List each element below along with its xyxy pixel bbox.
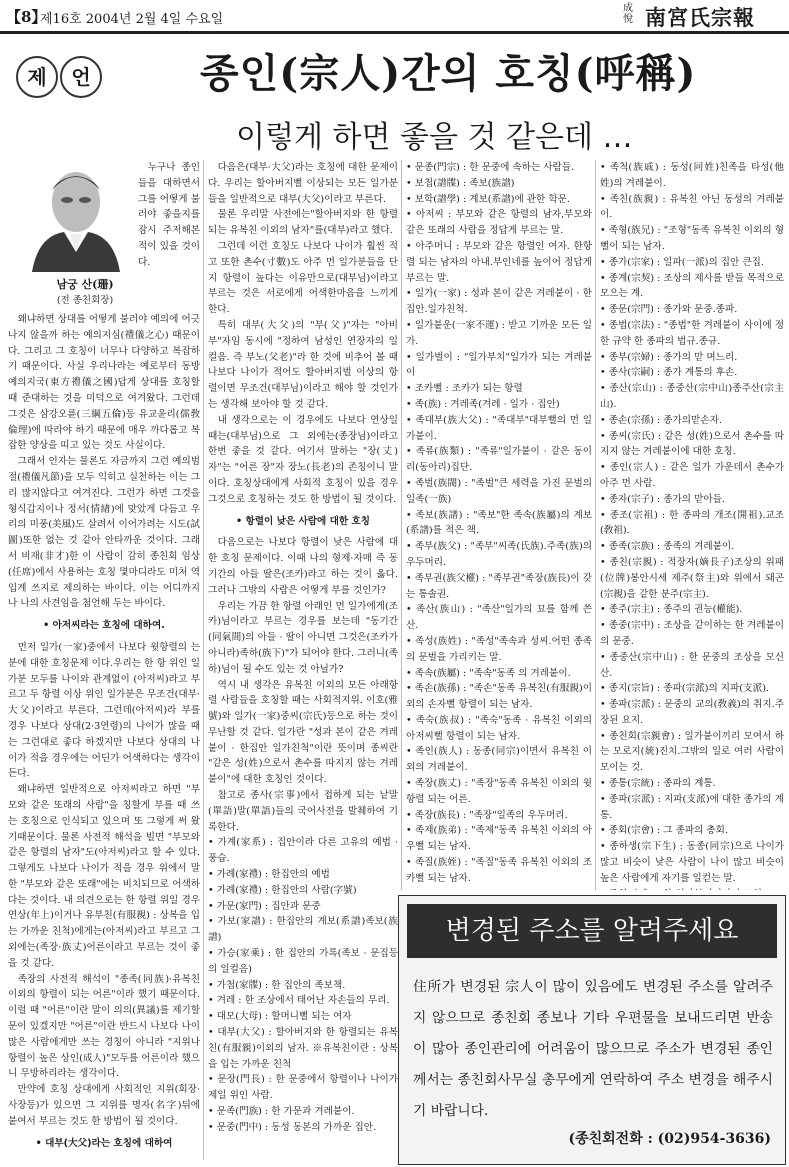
glossary-item: • 가첩(家牒) : 한 집안의 족보책.: [208, 979, 346, 991]
glossary-item: • 종씨(宗氏) : 같은 성(姓)으로서 촌수를 따지지 않는 겨레붙이에 대한 호칭.: [600, 430, 784, 458]
subheading-daebu: • 대부(大父)라는 호칭에 대하여: [35, 1137, 173, 1149]
glossary-item: • 종중(宗中) : 조상을 같이하는 한 겨레붙이의 문중.: [600, 620, 784, 647]
newspaper-header: [0, 0, 789, 34]
glossary-item: • 족보(族譜) : "족보"한 족속(族屬)의 계보(系譜)를 적은 책.: [406, 509, 592, 537]
glossary-item: • 족성(族姓) : "족성"족속과 성씨.어떤 종족의 문벌을 가리키는 말.: [406, 635, 592, 663]
paragraph: 그런데 이런 호칭도 나보다 나이가 훨씬 적고 또한 촌수(寸數)도 아주 먼 일가분들을 단지 항렬이 높다는 이유만으로(대부님)이라고 부르는 것은 서로에게 어색한마음을 느끼게 한다.: [208, 240, 398, 316]
notice-body: 住所가 변경된 宗人이 많이 있음에도 변경된 주소를 알려주지 않으므로 종친회 종보나 기타 우편물을 보내드리면 반송이 많아 종인관리에 어려움이 많으므로 주소가 변경된 종인께서는 종친회사무실 총무에게 연락하여 주소 변경을 해주시기 바랍니다.: [413, 979, 773, 1119]
glossary-item: • 보학(譜學) : 계보(系譜)에 관한 학문.: [406, 193, 570, 205]
glossary-item: • 문중(門中) : 동성 동본의 가까운 집안.: [208, 1121, 377, 1133]
glossary-item: • 족장(族丈) : "족장"동족 유복친 이외의 윗 항렬 되는 어른.: [406, 778, 592, 805]
paragraph: 만약에 호칭 상대에게 사회적인 지위(회장·사장등)가 있으면 그 지위를 명자(名字)뒤에 붙여서 부르는 것도 한 방법이 될 것이다.: [8, 1084, 200, 1127]
glossary-item: • 대모(大母) : 할머니뻘 되는 여자: [208, 1011, 352, 1023]
glossary-item: • 종중산(宗中山) : 한 문중의 조상을 모신 산.: [600, 651, 784, 679]
glossary-item: • 종통(宗統) : 종파의 계통.: [600, 778, 716, 790]
badge-char-2: 언: [60, 56, 102, 98]
glossary-item: • 대부(大父) : 할아버지와 한 항렬되는 유복친(有服親)이외의 남자. ※유복친이란 : 상복을 입는 가까운 친척: [208, 1027, 398, 1070]
glossary-item: • 종지(宗旨) : 종파(宗派)의 지파(支派).: [600, 683, 770, 695]
glossary-item: • 종회(宗會) : 그 종파의 총회.: [600, 825, 729, 837]
glossary-item: • 족숙(族叔) : "족숙"동족 · 유복친 이외의 아저씨뻘 항렬이 되는 남자.: [406, 714, 592, 742]
glossary-item: • 종가(宗家) : 일파(一派)의 집안 큰집.: [600, 256, 764, 268]
glossary-item: • 일가벌이 : "일가부치"일가가 되는 겨레붙이: [406, 351, 592, 379]
glossary-item: • 종자(宗子) : 종가의 맏아들.: [600, 493, 725, 505]
column-divider: [595, 160, 596, 890]
glossary-item: • 종계(宗契) : 조상의 제사를 받들 목적으로 모으는 계.: [600, 272, 784, 300]
glossary-item: • 가례(家禮) : 한집안의 예법: [208, 869, 330, 881]
badge-char-1: 제: [16, 56, 58, 98]
address-change-notice: [398, 895, 786, 1165]
glossary-item: • 가승(家乘) : 한 집안의 가록(족보 · 문집등의 일컬음): [208, 948, 398, 975]
glossary-item: • 종손(宗孫) : 종가의맏손자.: [600, 414, 722, 426]
column-divider: [203, 160, 204, 1160]
column-1: [8, 312, 200, 1162]
glossary-item: • 보첩(譜牒) : 족보(族譜): [406, 177, 515, 189]
notice-phone: (종친회전화 : (02)954-3636): [568, 1131, 771, 1147]
glossary-list-1: [208, 835, 398, 1135]
glossary-item: • 족(族) : 겨레족(겨레 · 일가 · 집안): [406, 398, 560, 410]
section-badge: [16, 48, 112, 108]
newspaper-brand: 南宮氏宗報: [645, 5, 755, 30]
glossary-item: • 족질(族姪) : "족질"동족 유복친 이외의 조카뻘 되는 남자.: [406, 857, 592, 884]
paragraph: 물론 우리말 사전에는"할아버지와 한 항렬되는 유복친 이외의 남자"를(대부)라고 했다.: [208, 209, 398, 237]
column-divider: [401, 160, 402, 890]
glossary-item: • 족부권(族父權) : "족부권"족장(族長)이 갖는 통솔권.: [406, 572, 592, 600]
glossary-item: • 종산(宗山) : 종중산(宗中山)종주산(宗主山).: [600, 383, 784, 410]
glossary-item: • 가례(家禮) : 한집안의 사람(字號): [208, 884, 357, 896]
glossary-item: • 종부(宗婦) : 종가의 맏 며느리.: [600, 351, 738, 363]
glossary-item: • 종인(宗人) : 같은 일가 가운데서 촌수가 아주 먼 사람.: [600, 462, 784, 489]
glossary-item: • 족산(族山) : "족산"일가의 묘를 함께 쓴 산.: [406, 604, 592, 632]
paragraph: 왜냐하면 일반적으로 아저씨라고 하면 "부모와 같은 또래의 사람"을 칭할게 부를 때 쓰는 호칭으로 인식되고 있으며 또 그렇게 써 왔기때문이다. 물론 사전적 해석을 빌면 "부모와 같은 항렬의 남자"도(아저씨)라고 할 수 있다. 그렇게도 나보다 나이가 적을 경우 위에서 말한 "부모와 같은 또래"에는 비치되므로 어색하다는 것이다. 내 의견으로는 한 항렬 위일 경우 연상(年上)이거나 유부친(有服親) : 상복을 입는 가까운 친척)에게는(아저씨)라고 부르고 그 외에는(족장·族丈)어른이라고 부르는 것이 좋을 것 같다.: [8, 784, 200, 969]
glossary-item: • 문족(門族) : 한 가문과 겨레붙이.: [208, 1106, 355, 1118]
glossary-item: • 문장(門長) : 한 문중에서 항렬이나 나이가 제일 위인 사람.: [208, 1074, 398, 1102]
author-photo: [24, 160, 128, 272]
column-4: [600, 160, 784, 890]
paragraph: 역시 내 생각은 유복친 이외의 모든 아래항렬 사람들을 호칭할 때는 사회적지위. 이호(雅號)와 일가(一家)중씨(宗氏)등으로 하는 것이 무난할 것 같다. 일가란 "성과 본이 같은 겨레붙이 · 한집안 일가친척"이란 뜻이며 종씨란 "같은 성(姓)으로서 촌수를 따지지 않는 겨레붙이"에 대한 호칭인 것이다.: [208, 679, 398, 786]
glossary-item: • 족벌(族閥) : "족벌"큰 세력을 가진 문벌의 일족(一族): [406, 477, 592, 505]
paragraph: 우리는 가끔 한 항렬 아래인 먼 일가에게(조카)님이라고 부르는 경우를 보는데 "동기간(同氣間)의 아들 · 딸이 아니면 그것은(조카가 아니라)족하(族下)"가 되어야 한다. 그러니(족하)님이 될 수도 있는 것 아닐가?: [208, 600, 398, 675]
paragraph: 다음으로는 나보다 항렬이 낮은 사람에 대한 호칭 문제이다. 이때 나의 형제·자매 즉 동기간의 아들 딸은(조카)라고 하는 것이 옳다. 그러나 그밖의 사람은 어떻게 부를 것인가?: [208, 537, 398, 596]
glossary-item: • 종조(宗祖) : 한 종파의 개조(開祖).교조(敎祖).: [600, 509, 784, 537]
glossary-item: • 종문(宗門) : 종가와 문중.종파.: [600, 304, 738, 316]
glossary-item: • 종주(宗主) : 종주의 권능(權能).: [600, 604, 743, 616]
paragraph: 족장의 사전적 해석이 "종족(同族)·유복친 이외의 항렬이 되는 어른"이라 했기 때문이다.이럴 때 "어른"이란 말이 의의(異議)를 제기할 문이 있겠지만 "어른"이란 반드시 나보다 나이 많은 사람에게만 쓰는 경칭이 아니라 "지위나 항렬이 높은 상인(成人)"모두를 어른이라 했으니 무방하리라는 생각이다.: [8, 973, 200, 1080]
issue-date: 제16호 2004년 2월 4일 수요일: [40, 12, 224, 27]
paragraph: 내 생각으로는 이 경우에도 나보다 연상일 때는(대부님)으로 그 외에는(종장님)이라고 한번 좋을 것 같다. 여기서 말하는 "장(丈)자"는 "어른 장"자 장노(長老)의 존칭이니 말이다. 호칭상대에게 사회적 호칭이 있을 경우 그것으로 호칭하는 것도 한 방법이 될 것이다.: [208, 414, 398, 505]
glossary-item: • 아저씨 : 부모와 같은 항렬의 남자,부모와 같은 또래의 사람을 정답게 부르는 말.: [406, 209, 592, 237]
glossary-item: • 문종(門宗) : 한 문중에 속하는 사람들.: [406, 162, 575, 173]
author-name: 남궁 산(珊): [56, 278, 114, 291]
glossary-item: • 족제(族弟) : "족제"동족 유복친 이외의 아우뻘 되는 남자.: [406, 825, 592, 853]
article-title: 종인(宗人)간의 호칭(呼稱): [200, 50, 697, 97]
glossary-item: • 족척(族戚) : 동성(同姓)친족을 타성(他姓)의 겨레붙이.: [600, 162, 784, 189]
glossary-item: • 족인(族人) : 동종(同宗)이면서 유복친 이외의 겨레붙이.: [406, 746, 592, 774]
article-subtitle: 이렇게 하면 좋을 것 같은데 …: [236, 120, 633, 155]
glossary-item: • 가문(家門) : 집안과 문중: [208, 900, 321, 912]
notice-heading: 변경된 주소를 알려주세요: [407, 904, 777, 958]
paragraph: 누구나 종인들을 대하면서 그를 어떻게 불러야 좋을지를 잠시 주저해본 적이 있을 것이다.: [138, 162, 200, 268]
glossary-item: • 종파(宗派) : 지파(支派)에 대한 종가의 계통.: [600, 793, 784, 821]
glossary-list-3: [600, 160, 784, 890]
column-1-intro: [138, 160, 200, 310]
subheading-uncle: • 아저씨라는 호칭에 대하여.: [43, 620, 165, 632]
author-title: (전 종친회장): [56, 295, 114, 306]
glossary-item: • 가보(家譜) : 한집안의 계보(系譜)족보(族譜): [208, 916, 398, 944]
glossary-item: • 족속(族屬) : "족속"동족 의 겨레붙이.: [406, 667, 571, 679]
glossary-item: • 족류(族類) : "족류"일가붙이 · 같은 동이리(동아리)집단.: [406, 446, 592, 474]
glossary-item: • 족장(族長) : "족장"일족의 우두머리.: [406, 809, 568, 821]
subheading-lower-generation: • 항렬이 낮은 사람에 대한 호칭: [235, 515, 371, 527]
glossary-item: • 종법(宗法) : "종법"한 겨레붙이 사이에 정한 규약 한 종파의 법규.종규.: [600, 319, 784, 347]
glossary-item: • 종족(宗族) : 종족의 겨레붙이.: [600, 541, 735, 553]
paragraph: 먼저 일가(一家)중에서 나보다 윗항렬의 는 분에 대한 호칭문제 이다.우리는 한 항 위인 일가분 모두를 나이와 관계없이 (아저씨)라고 부르고 두 항렬 이상 위인 일가분은 무조건(대부·大父)이라고 부른다. 그런데(아저씨)라 부를 경우 나보다 상대(2·3연령)의 나이가 많을 때는 그런대로 좋다 하겠지만 나보다 상대의 나이가 적을 경우에는 어딘가 어색하다는 생각이 든다.: [8, 641, 200, 780]
header-rule: [0, 31, 789, 34]
page-number: 【8】: [6, 8, 47, 26]
glossary-item: • 조카뻘 : 조카가 되는 항렬: [406, 383, 523, 395]
glossary-item: • 족부(族父) : "족부"씨족(氏族).주족(族)의 우두머리.: [406, 541, 592, 568]
glossary-item: [600, 887, 784, 890]
glossary-item: • 족대부(族大父) : "족대부"대부뻘의 먼 일가붙이.: [406, 414, 592, 442]
paragraph: 왜냐하면 상대를 어떻게 불러야 예의에 어긋나지 않을까 하는 예의지심(禮儀之心) 때문이다. 그리고 그 호칭이 너무나 다양하고 복잡하기 때문이다. 사실 우리나라는 예로부터 동방예의지국(東方禮儀之國)답게 상대를 호칭할 때 준대하는 것을 미덕으로 여겨왔다. 그런데 그것은 삼강오륜(三綱五倫)등 유교윤리(儒敎倫理)에 따라야 하기 때문에 매우 까다롭고 복잡한 양상을 띠고 있는 것도 사실이다.: [8, 314, 200, 452]
glossary-item: • 종파(宗派) : 문중의 교의(敎義)의 취지.주장된 요지.: [600, 699, 784, 726]
glossary-item: • 가계(家系) : 집안이라 다른 고유의 예법 · 풍습.: [208, 837, 398, 865]
glossary-item: • 족친(族親) : 유복친 아닌 동성의 겨레붙이.: [600, 193, 784, 221]
glossary-item: • 일가붙운(一家不運) : 받고 기까운 모든 일가.: [406, 319, 592, 347]
column-3: [406, 160, 592, 890]
glossary-item: • 종사(宗嗣) : 종가 계통의 후손.: [600, 367, 738, 379]
brand-small: 成悅: [623, 3, 633, 25]
paragraph: 참고로 종사(宗事)에서 접하게 되는 낱말(單語)말(單語)들의 국어사전을 발췌하여 기록한다.: [208, 790, 398, 833]
glossary-item: • 종친회(宗親會) : 일가붙이끼리 모여서 하는 모로지(統)진치.그밖의 일로 여러 사람이 모이는 것.: [600, 730, 784, 774]
paragraph: 다음은(대부·大父)라는 호칭에 대한 문제이다. 우리는 할아버지뻘 이상되는 모든 일가분들을 일반적으로 대부(大父)이라고 부른다.: [208, 162, 398, 205]
glossary-item: • 일가(一家) : 성과 본이 같은 겨레붙이 · 한집안.일가친척.: [406, 288, 592, 316]
column-2: [208, 160, 398, 1162]
glossary-item: • 종하생(宗下生) : 동종(同宗)으로 나이가 많고 비슷이 낮은 사람이 나이 많고 비슷이 높은 사람에게 자기를 일컫는 말.: [600, 841, 784, 884]
glossary-list-2: [406, 160, 592, 887]
paragraph: 그래서 인자는 물론도 자금까지 그런 예의범절(禮儀凡節)을 모두 익히고 실천하는 이는 그리 많지않다고 여겨진다. 그런가 하면 그것을 형식갑지이나 정서(情緖)에 맞았게 다듬고 우리의 미풍(美風)도 살려서 이어가려는 시도(試圖)또한 없는 것 같아 안타까운 것이다. 그래서 비재(非才)한 이 사람이 감히 종친회 임상(任席)에서 사용하는 호칭 몇마디라도 미처 역입계 쓰지로 제의하는 바이다. 이는 어디까지나 나의 사견임을 첨언해 두는 바이다.: [8, 456, 200, 610]
glossary-item: • 겨레 : 한 조상에서 태어난 자손들의 무리.: [208, 995, 390, 1007]
glossary-item: • 종친(宗親) : 적장자(嫡長子)조상의 위패(位牌)봉안시세 제주(祭主)와 위에서 돼곤(宗親)을 같한 분주(宗主).: [600, 556, 784, 600]
glossary-item: • 족형(族兄) : "조형"동족 유복친 이외의 형뻘이 되는 남자.: [600, 225, 784, 252]
paragraph: 특히 대부(大父)의 "부(父)"자는 "아비 부"자임 동시에 "정하여 남성인 연장자의 일컬음. 즉 부노(父老)"라 한 것에 비추어 볼 때 나보다 나이가 적어도 할아버지벌 이상의 항렬이면 무조건(대부님)이라고 해야 할 것인가는 생각해 보아야 할 것 같다.: [208, 319, 398, 410]
glossary-item: • 족손(族孫) : "족손"동족 유복친(有服親)이외의 손자뻘 항렬이 되는 남자.: [406, 683, 592, 711]
glossary-item: • 아주머니 : 부모와 같은 항렬인 여자. 한항렬 되는 남자의 아내.부인네를 높이어 정답게 부르는 말.: [406, 240, 592, 284]
